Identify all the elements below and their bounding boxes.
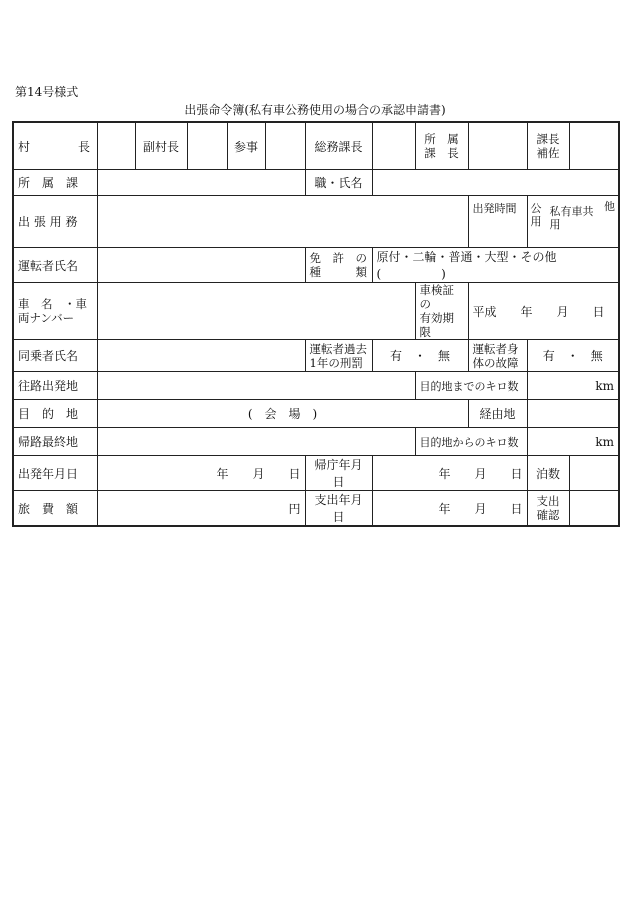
driver-health-line2: 体の故障 bbox=[472, 355, 519, 370]
license-type-line1: 免 許 の bbox=[309, 251, 367, 265]
position-name-field[interactable] bbox=[372, 170, 619, 196]
driver-name-field[interactable] bbox=[97, 248, 305, 283]
dept-head-stamp[interactable] bbox=[468, 122, 527, 170]
km-to-destination-field[interactable] bbox=[527, 372, 619, 400]
return-terminal-label: 帰路最終地 bbox=[13, 428, 97, 456]
village-head-stamp[interactable] bbox=[97, 122, 135, 170]
passenger-name-label: 同乗者氏名 bbox=[13, 340, 97, 372]
councilor-stamp[interactable] bbox=[265, 122, 305, 170]
travel-cost-label: 旅 費 額 bbox=[13, 491, 97, 527]
approval-row bbox=[13, 122, 619, 170]
km-to-destination-label: 目的地までのキロ数 bbox=[415, 372, 527, 400]
vehicle-use-cell[interactable] bbox=[527, 196, 619, 248]
destination-field[interactable] bbox=[97, 400, 468, 428]
deputy-head-label: 副村長 bbox=[135, 122, 187, 170]
inspection-line2: 有効期限 bbox=[419, 311, 454, 339]
payment-confirm-line1: 支出 bbox=[536, 494, 560, 508]
passenger-name-field[interactable] bbox=[97, 340, 305, 372]
village-head-label: 村 長 bbox=[13, 122, 97, 170]
form-title: 出張命令簿(私有車公務使用の場合の承認申請書) bbox=[184, 103, 446, 117]
assistant-line1: 課長 bbox=[536, 132, 560, 146]
license-type-line2: 種 類 bbox=[309, 265, 367, 279]
license-options[interactable]: 原付・二輪・普通・大型・その他( ) bbox=[372, 248, 619, 283]
form-number: 第14号様式 bbox=[15, 85, 79, 99]
venue-label: ( 会 場 ) bbox=[247, 407, 318, 421]
departure-date-field[interactable]: 年 月 日 bbox=[97, 456, 305, 491]
dept-head-line2: 課 長 bbox=[424, 146, 459, 160]
km-from-destination-field[interactable] bbox=[527, 428, 619, 456]
vehicle-use-other: 他 bbox=[604, 200, 615, 213]
driver-penalty-line2: 1年の刑罰 bbox=[309, 355, 363, 370]
km-unit: km bbox=[595, 434, 614, 449]
inspection-date-field[interactable]: 平成 年 月 日 bbox=[468, 283, 619, 340]
yen-unit: 円 bbox=[288, 501, 301, 516]
vehicle-use-private-shared: 私有車共用 bbox=[549, 205, 594, 231]
general-affairs-head-stamp[interactable] bbox=[372, 122, 415, 170]
driver-health-line1: 運転者身 bbox=[472, 341, 519, 356]
car-name-field[interactable] bbox=[97, 283, 415, 340]
km-from-destination-label: 目的地からのキロ数 bbox=[415, 428, 527, 456]
department-label: 所 属 課 bbox=[13, 170, 97, 196]
car-name-line1: 車 名 ・車 bbox=[18, 297, 87, 311]
inspection-label bbox=[415, 283, 468, 340]
return-date-label: 帰庁年月日 bbox=[305, 456, 372, 491]
driver-health-label bbox=[468, 340, 527, 372]
inspection-line1: 車検証の bbox=[419, 283, 454, 311]
payment-date-field[interactable]: 年 月 日 bbox=[372, 491, 527, 527]
outbound-origin-field[interactable] bbox=[97, 372, 415, 400]
vehicle-use-public: 公用 bbox=[530, 202, 542, 228]
payment-confirm-label bbox=[527, 491, 569, 527]
driver-name-label: 運転者氏名 bbox=[13, 248, 97, 283]
dept-head-line1: 所 属 bbox=[424, 132, 459, 146]
car-name-label bbox=[13, 283, 97, 340]
general-affairs-head-label: 総務課長 bbox=[305, 122, 372, 170]
payment-confirm-line2: 確認 bbox=[536, 508, 560, 522]
outbound-origin-label: 往路出発地 bbox=[13, 372, 97, 400]
deputy-head-stamp[interactable] bbox=[187, 122, 227, 170]
assistant-label bbox=[527, 122, 569, 170]
trip-business-field[interactable] bbox=[97, 196, 468, 248]
driver-penalty-line1: 運転者過去 bbox=[309, 341, 367, 356]
payment-confirm-stamp[interactable] bbox=[569, 491, 619, 527]
via-field[interactable] bbox=[527, 400, 619, 428]
assistant-line2: 補佐 bbox=[536, 146, 560, 160]
departure-date-label: 出発年月日 bbox=[13, 456, 97, 491]
department-field[interactable] bbox=[97, 170, 305, 196]
via-label: 経由地 bbox=[468, 400, 527, 428]
return-terminal-field[interactable] bbox=[97, 428, 415, 456]
position-name-label: 職・氏名 bbox=[305, 170, 372, 196]
km-unit: km bbox=[595, 378, 614, 393]
driver-penalty-label bbox=[305, 340, 372, 372]
trip-order-form bbox=[12, 121, 620, 527]
driver-penalty-choice[interactable]: 有 ・ 無 bbox=[372, 340, 468, 372]
car-name-line2: 両ナンバー bbox=[18, 311, 75, 325]
driver-health-choice[interactable]: 有 ・ 無 bbox=[527, 340, 619, 372]
councilor-label: 参事 bbox=[227, 122, 265, 170]
license-type-label bbox=[305, 248, 372, 283]
travel-cost-field[interactable] bbox=[97, 491, 305, 527]
destination-label: 目 的 地 bbox=[13, 400, 97, 428]
return-date-field[interactable]: 年 月 日 bbox=[372, 456, 527, 491]
nights-field[interactable] bbox=[569, 456, 619, 491]
payment-date-label: 支出年月日 bbox=[305, 491, 372, 527]
nights-label: 泊数 bbox=[527, 456, 569, 491]
assistant-stamp[interactable] bbox=[569, 122, 619, 170]
dept-head-label bbox=[415, 122, 468, 170]
trip-business-label: 出 張 用 務 bbox=[13, 196, 97, 248]
departure-time-label: 出発時間 bbox=[468, 196, 527, 248]
